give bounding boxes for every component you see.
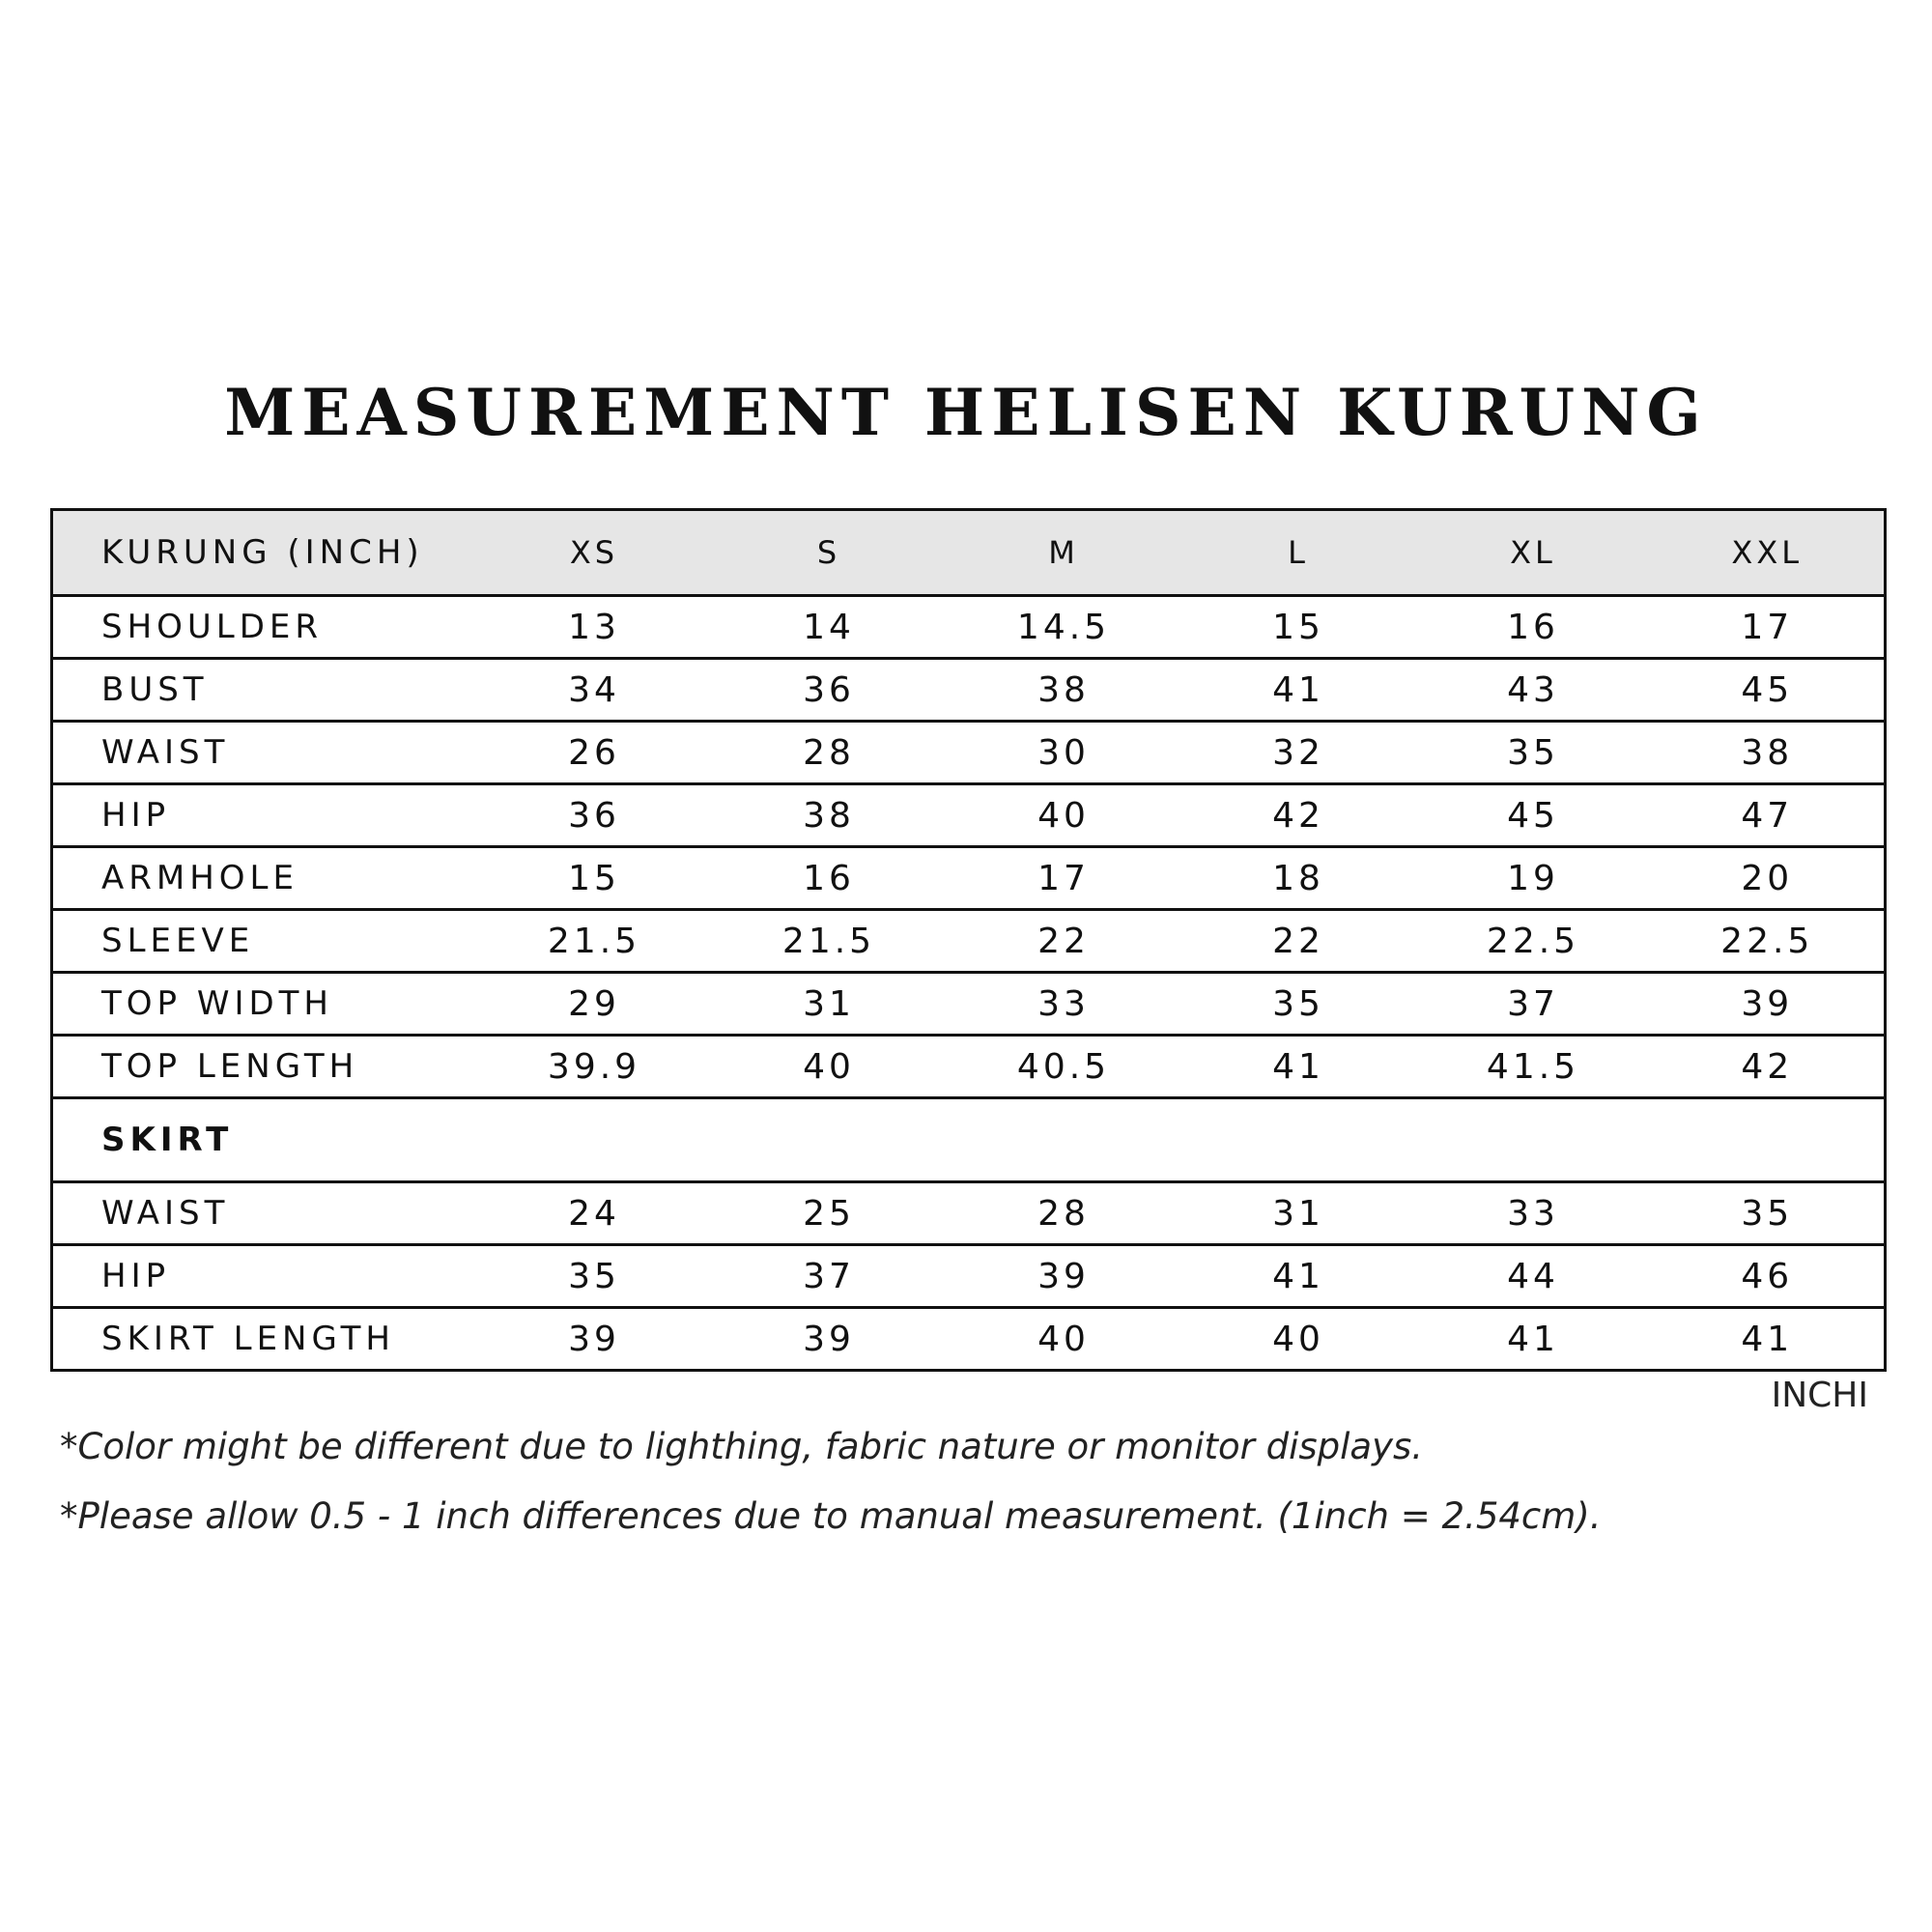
row-label: SHOULDER [52,596,477,659]
measurement-value: 22 [1181,910,1416,973]
measurement-value: 17 [1651,596,1886,659]
measurement-value: 28 [947,1182,1181,1245]
table-row [52,722,1886,784]
measurement-value: 33 [1416,1182,1651,1245]
row-label: ARMHOLE [52,847,477,910]
measurement-value: 16 [1416,596,1651,659]
measurement-value: 36 [712,659,947,722]
measurement-value: 19 [1416,847,1651,910]
measurement-value: 39 [477,1308,712,1371]
measurement-value: 46 [1651,1245,1886,1308]
header-size-xxl: XXL [1651,510,1886,596]
measurement-value: 22 [947,910,1181,973]
table-row [52,847,1886,910]
measurement-value: 40.5 [947,1036,1181,1098]
measurement-value: 40 [947,784,1181,847]
row-label: WAIST [52,1182,477,1245]
header-size-m: M [947,510,1181,596]
measurement-value: 28 [712,722,947,784]
measurement-disclaimer: *Please allow 0.5 - 1 inch differences due to manual measurement. (1inch = 2.54cm). [60,1495,1602,1537]
table-body [52,596,1886,1371]
measurement-value: 31 [1181,1182,1416,1245]
measurement-value: 35 [1181,973,1416,1036]
measurement-value: 45 [1416,784,1651,847]
table-row [52,659,1886,722]
measurement-value: 41 [1651,1308,1886,1371]
measurement-value: 39 [1651,973,1886,1036]
measurement-value: 42 [1181,784,1416,847]
section-row-skirt [52,1098,1886,1182]
measurement-value: 40 [1181,1308,1416,1371]
measurement-value: 41 [1181,1245,1416,1308]
table-row [52,910,1886,973]
measurement-value: 30 [947,722,1181,784]
size-chart-table [50,508,1887,1372]
measurement-value: 14.5 [947,596,1181,659]
measurement-value: 41.5 [1416,1036,1651,1098]
header-size-xl: XL [1416,510,1651,596]
measurement-value: 43 [1416,659,1651,722]
header-label-cell: KURUNG (INCH) [52,510,477,596]
measurement-value: 17 [947,847,1181,910]
measurement-value: 39.9 [477,1036,712,1098]
measurement-value: 24 [477,1182,712,1245]
table-row [52,973,1886,1036]
measurement-value: 44 [1416,1245,1651,1308]
measurement-value: 37 [1416,973,1651,1036]
measurement-value: 29 [477,973,712,1036]
measurement-value: 37 [712,1245,947,1308]
unit-note: INCHI [1771,1376,1868,1415]
row-label: WAIST [52,722,477,784]
measurement-value: 35 [1416,722,1651,784]
measurement-value: 18 [1181,847,1416,910]
measurement-value: 42 [1651,1036,1886,1098]
measurement-value: 32 [1181,722,1416,784]
measurement-value: 31 [712,973,947,1036]
measurement-value: 26 [477,722,712,784]
table-header-row [52,510,1886,596]
section-label: SKIRT [52,1098,1886,1182]
measurement-value: 47 [1651,784,1886,847]
measurement-value: 22.5 [1651,910,1886,973]
row-label: SLEEVE [52,910,477,973]
measurement-value: 22.5 [1416,910,1651,973]
measurement-value: 34 [477,659,712,722]
measurement-value: 38 [1651,722,1886,784]
row-label: HIP [52,1245,477,1308]
header-size-xs: XS [477,510,712,596]
measurement-value: 41 [1181,1036,1416,1098]
color-disclaimer: *Color might be different due to lighthing, fabric nature or monitor displays. [60,1426,1424,1467]
measurement-value: 25 [712,1182,947,1245]
measurement-value: 14 [712,596,947,659]
page-title: MEASUREMENT HELISEN KURUNG [224,375,1708,450]
table-row [52,1308,1886,1371]
measurement-value: 38 [712,784,947,847]
row-label: TOP LENGTH [52,1036,477,1098]
measurement-value: 39 [947,1245,1181,1308]
measurement-value: 41 [1416,1308,1651,1371]
measurement-value: 15 [477,847,712,910]
measurement-value: 35 [477,1245,712,1308]
row-label: TOP WIDTH [52,973,477,1036]
table-row [52,1245,1886,1308]
row-label: SKIRT LENGTH [52,1308,477,1371]
measurement-value: 40 [947,1308,1181,1371]
measurement-value: 45 [1651,659,1886,722]
measurement-value: 21.5 [712,910,947,973]
measurement-value: 41 [1181,659,1416,722]
measurement-value: 38 [947,659,1181,722]
row-label: BUST [52,659,477,722]
measurement-value: 35 [1651,1182,1886,1245]
measurement-value: 36 [477,784,712,847]
table-row [52,596,1886,659]
table-row [52,784,1886,847]
measurement-value: 13 [477,596,712,659]
measurement-value: 33 [947,973,1181,1036]
row-label: HIP [52,784,477,847]
table-row [52,1182,1886,1245]
header-size-l: L [1181,510,1416,596]
measurement-value: 16 [712,847,947,910]
measurement-value: 20 [1651,847,1886,910]
header-size-s: S [712,510,947,596]
measurement-value: 15 [1181,596,1416,659]
measurement-value: 39 [712,1308,947,1371]
table-row [52,1036,1886,1098]
measurement-value: 40 [712,1036,947,1098]
measurement-value: 21.5 [477,910,712,973]
